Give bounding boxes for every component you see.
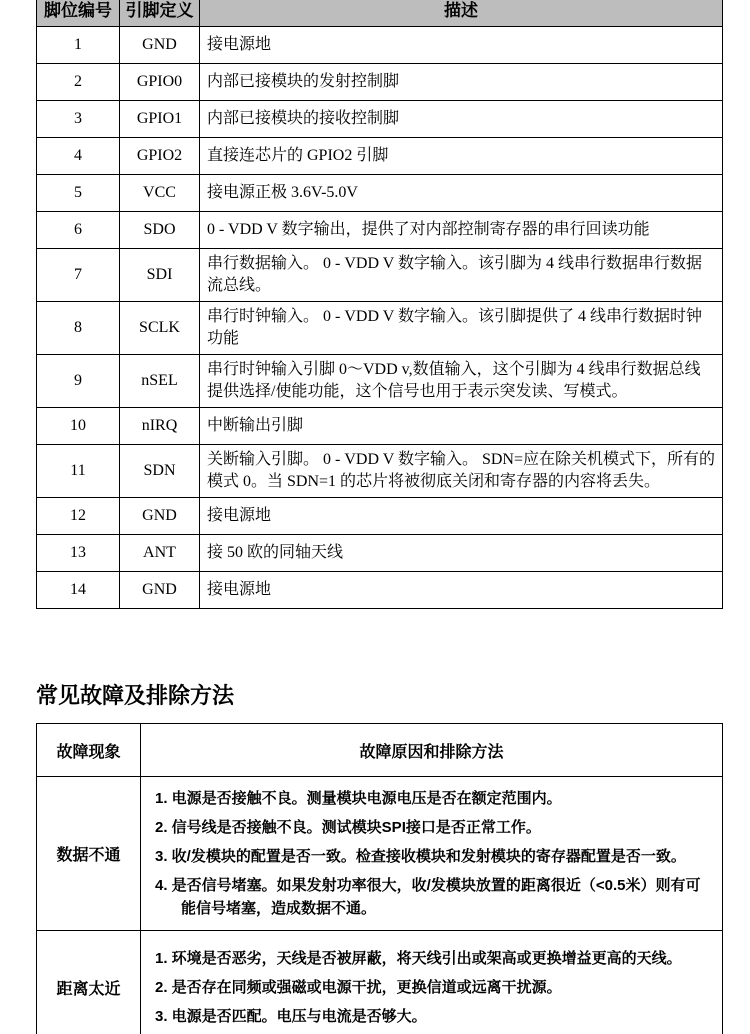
table-row [37,777,723,931]
fault-table-header-symptom: 故障现象 [37,724,141,777]
pin-description: 接电源正极 3.6V-5.0V [200,175,723,212]
fault-cause-item: 4. 是否信号堵塞。如果发射功率很大，收/发模块放置的距离很近（<0.5米）则有可能信号堵塞，造成数据不通。 [155,877,701,917]
pin-description: 接 50 欧的同轴天线 [200,535,723,572]
pin-description: 中断输出引脚 [200,408,723,445]
pin-number: 7 [37,249,120,302]
fault-causes [141,931,723,1034]
table-row [37,498,723,535]
table-row [37,212,723,249]
pin-description: 接电源地 [200,572,723,609]
pin-description: 接电源地 [200,27,723,64]
fault-cause-item: 3. 收/发模块的配置是否一致。检查接收模块和发射模块的寄存器配置是否一致。 [155,848,686,865]
pin-number: 3 [37,101,120,138]
pin-description: 内部已接模块的发射控制脚 [200,64,723,101]
table-row [37,138,723,175]
pin-number: 11 [37,445,120,498]
pin-name: GND [120,27,200,64]
pin-number: 12 [37,498,120,535]
fault-causes [141,777,723,931]
pin-description: 串行时钟输入。 0 - VDD V 数字输入。该引脚提供了 4 线串行数据时钟功能 [200,302,723,355]
pin-name: VCC [120,175,200,212]
pin-description: 0 - VDD V 数字输出，提供了对内部控制寄存器的串行回读功能 [200,212,723,249]
table-row [37,27,723,64]
pin-table-header-name: 引脚定义 [120,0,200,27]
fault-table-header-row [37,724,723,777]
pin-number: 4 [37,138,120,175]
pin-number: 1 [37,27,120,64]
pin-description: 关断输入引脚。 0 - VDD V 数字输入。 SDN=应在除关机模式下，所有的模式 0。当 SDN=1 的芯片将被彻底关闭和寄存器的内容将丢失。 [200,445,723,498]
table-row [37,101,723,138]
pin-table-header-number: 脚位编号 [37,0,120,27]
pin-name: SCLK [120,302,200,355]
pin-name: GND [120,572,200,609]
table-row [37,64,723,101]
fault-cause-item: 2. 是否存在同频或强磁或电源干扰，更换信道或远离干扰源。 [155,979,562,996]
table-row [37,355,723,408]
pin-number: 14 [37,572,120,609]
pin-number: 5 [37,175,120,212]
pin-table-header-desc: 描述 [200,0,723,27]
fault-table [36,723,723,1034]
pin-name: SDN [120,445,200,498]
pin-name: GPIO2 [120,138,200,175]
pin-description: 串行数据输入。 0 - VDD V 数字输入。该引脚为 4 线串行数据串行数据流总线。 [200,249,723,302]
pin-number: 9 [37,355,120,408]
pin-number: 6 [37,212,120,249]
fault-symptom: 数据不通 [37,777,141,931]
table-row [37,175,723,212]
table-row [37,302,723,355]
pin-table-header-row [37,0,723,27]
pin-description: 串行时钟输入引脚 0～VDD v,数值输入，这个引脚为 4 线串行数据总线提供选择/使能功能，这个信号也用于表示突发读、写模式。 [200,355,723,408]
table-row [37,572,723,609]
pin-name: GPIO0 [120,64,200,101]
fault-cause-item: 1. 电源是否接触不良。测量模块电源电压是否在额定范围内。 [155,790,562,807]
pin-name: ANT [120,535,200,572]
pin-number: 8 [37,302,120,355]
fault-cause-item: 2. 信号线是否接触不良。测试模块SPI接口是否正常工作。 [155,819,541,836]
table-row [37,445,723,498]
pin-name: GND [120,498,200,535]
pin-name: nSEL [120,355,200,408]
pin-name: nIRQ [120,408,200,445]
pin-number: 10 [37,408,120,445]
pin-number: 13 [37,535,120,572]
fault-cause-item: 1. 环境是否恶劣，天线是否被屏蔽，将天线引出或架高或更换增益更高的天线。 [155,950,682,967]
fault-table-header-causes: 故障原因和排除方法 [141,724,723,777]
table-row [37,249,723,302]
pin-name: SDI [120,249,200,302]
pin-name: GPIO1 [120,101,200,138]
table-row [37,408,723,445]
pin-description: 内部已接模块的接收控制脚 [200,101,723,138]
table-row [37,535,723,572]
fault-cause-item: 3. 电源是否匹配。电压与电流是否够大。 [155,1008,427,1025]
fault-symptom: 距离太近 [37,931,141,1034]
table-row [37,931,723,1034]
section-title: 常见故障及排除方法 [36,683,235,708]
pin-description: 直接连芯片的 GPIO2 引脚 [200,138,723,175]
pin-name: SDO [120,212,200,249]
pin-number: 2 [37,64,120,101]
pin-description: 接电源地 [200,498,723,535]
pin-table [36,0,723,609]
